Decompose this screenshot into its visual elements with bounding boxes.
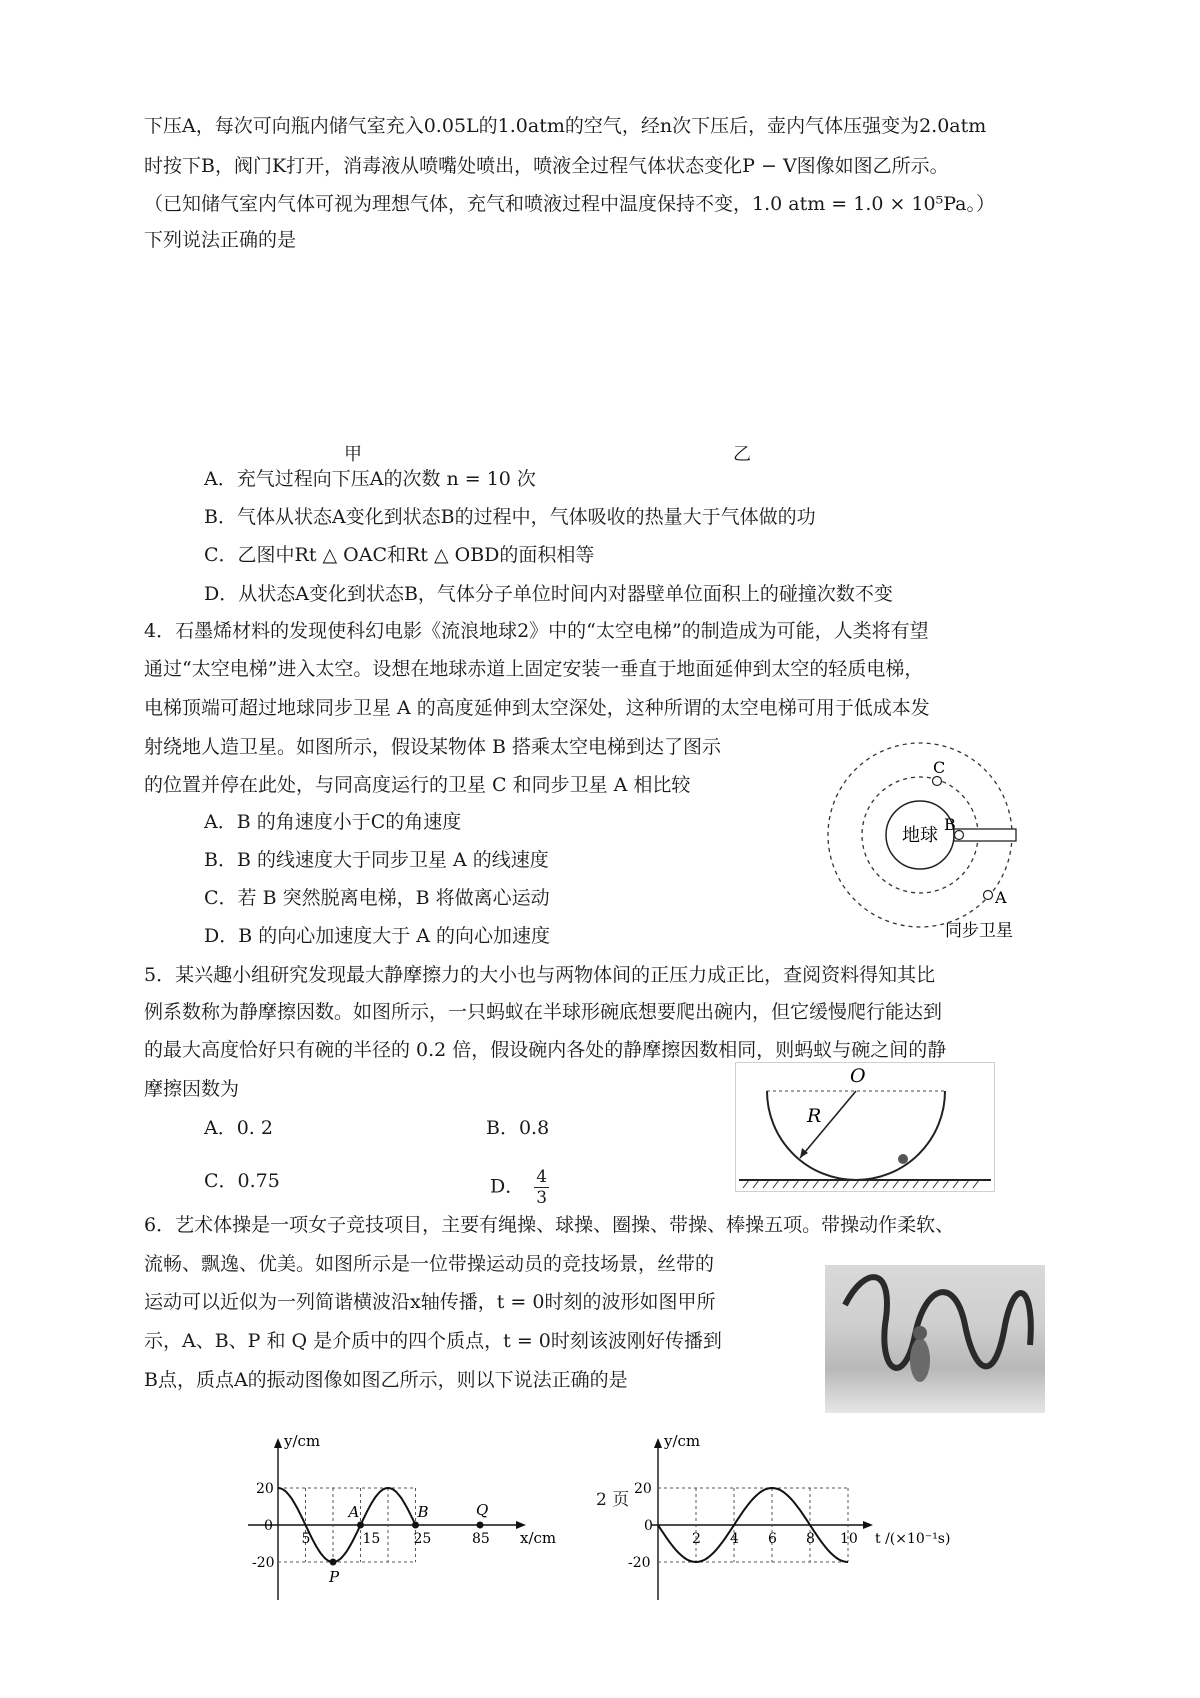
- satellite-a: [984, 891, 993, 900]
- q4-line-3: 电梯顶端可超过地球同步卫星 A 的高度延伸到太空深处，这种所谓的太空电梯可用于低成本发: [144, 697, 930, 719]
- fraction-numerator: 4: [536, 1167, 548, 1187]
- q6-line-3: 运动可以近似为一列简谐横波沿x轴传播，t = 0时刻的波形如图甲所: [144, 1291, 716, 1313]
- q5-option-b: B．0.8: [486, 1117, 550, 1139]
- gymnast-photo: [825, 1265, 1045, 1413]
- y-axis-label: y/cm: [664, 1432, 701, 1450]
- label-r: R: [807, 1105, 822, 1127]
- gymnast-head: [913, 1326, 927, 1340]
- x-tick-label: 6: [768, 1531, 777, 1547]
- point-b: [412, 1522, 419, 1529]
- q6-line-2: 流畅、飘逸、优美。如图所示是一位带操运动员的竞技场景，丝带的: [144, 1253, 715, 1275]
- object-b: [955, 831, 964, 840]
- label-c: C: [933, 758, 946, 777]
- y-axis-arrow: [654, 1438, 662, 1448]
- y-tick-label: -20: [628, 1555, 651, 1571]
- point-label-a: A: [348, 1503, 360, 1521]
- q3-line-3: （已知储气室内气体可视为理想气体，充气和喷液过程中温度保持不变，1.0 atm = 1.0 × 10⁵Pa。）: [144, 193, 996, 215]
- q5-option-d: [490, 1167, 549, 1208]
- q5-line-2: 例系数称为静摩擦因数。如图所示，一只蚂蚁在半球形碗底想要爬出碗内，但它缓慢爬行能达到: [144, 1001, 943, 1023]
- q5-line-3: 的最大高度恰好只有碗的半径的 0.2 倍，假设碗内各处的静摩擦因数相同，则蚂蚁与碗之间的静: [144, 1039, 947, 1061]
- q3-line-1: 下压A，每次可向瓶内储气室充入0.05L的1.0atm的空气，经n次下压后，壶内气体压强变为2.0atm: [144, 115, 987, 137]
- y-tick-label: 20: [634, 1481, 652, 1497]
- ribbon-illustration: [825, 1265, 1045, 1413]
- bowl-arc: [767, 1091, 945, 1180]
- q4-line-2: 通过“太空电梯”进入太空。设想在地球赤道上固定安装一垂直于地面延伸到太空的轻质电梯，: [144, 658, 924, 680]
- point-q: [477, 1522, 484, 1529]
- q3-line-4: 下列说法正确的是: [144, 229, 297, 251]
- y-tick-label: 20: [256, 1481, 274, 1497]
- wave-graph-jia: [248, 1430, 608, 1605]
- y-tick-label: -20: [252, 1555, 275, 1571]
- point-p: [330, 1559, 337, 1566]
- q5-option-d-prefix: D．: [490, 1175, 525, 1198]
- point-a: [357, 1522, 364, 1529]
- q4-option-c: C．若 B 突然脱离电梯，B 将做离心运动: [204, 887, 550, 909]
- sync-satellite-caption: 同步卫星: [945, 921, 1013, 940]
- y-tick-label: 0: [644, 1518, 653, 1534]
- x-axis-arrow: [516, 1521, 526, 1529]
- q4-line-4: 射绕地人造卫星。如图所示，假设某物体 B 搭乘太空电梯到达了图示: [144, 736, 722, 758]
- bowl-figure: [735, 1062, 995, 1192]
- figure-label-jia: 甲: [344, 444, 362, 465]
- q4-line-5: 的位置并停在此处，与同高度运行的卫星 C 和同步卫星 A 相比较: [144, 774, 691, 796]
- earth-label: 地球: [902, 825, 938, 846]
- fraction-denominator: 3: [536, 1188, 548, 1208]
- q4-option-b: B．B 的线速度大于同步卫星 A 的线速度: [204, 849, 549, 871]
- q5-option-c: C．0.75: [204, 1170, 280, 1192]
- x-tick-label: 25: [413, 1531, 432, 1547]
- satellite-c: [933, 777, 942, 786]
- point-label-q: Q: [476, 1501, 489, 1519]
- q5-line-4: 摩擦因数为: [144, 1078, 240, 1100]
- q3-line-2: 时按下B，阀门K打开，消毒液从喷嘴处喷出，喷液全过程气体状态变化P − V图像如图乙所示。: [144, 155, 949, 177]
- q3-option-c: C．乙图中Rt △ OAC和Rt △ OBD的面积相等: [204, 544, 595, 566]
- fraction: [534, 1167, 549, 1208]
- x-tick-label: 85: [472, 1531, 490, 1547]
- q3-option-a: A．充气过程向下压A的次数 n = 10 次: [204, 468, 536, 490]
- x-tick-label: 5: [301, 1531, 311, 1547]
- figure-label-yi: 乙: [733, 444, 751, 465]
- y-axis-label: y/cm: [284, 1432, 321, 1450]
- q4-line-1: 4．石墨烯材料的发现使科幻电影《流浪地球2》中的“太空电梯”的制造成为可能，人类将有望: [144, 620, 929, 642]
- label-b: B: [944, 815, 956, 834]
- q4-option-d: D．B 的向心加速度大于 A 的向心加速度: [204, 925, 551, 947]
- x-tick-label: 4: [730, 1531, 739, 1547]
- q6-line-5: B点，质点A的振动图像如图乙所示，则以下说法正确的是: [144, 1369, 628, 1391]
- gymnast-figure: [910, 1338, 930, 1382]
- q5-line-1: 5．某兴趣小组研究发现最大静摩擦力的大小也与两物体间的正压力成正比，查阅资料得知其比: [144, 964, 936, 986]
- point-label-b: B: [417, 1503, 429, 1521]
- x-tick-label: 15: [362, 1531, 381, 1547]
- vibration-graph-yi: [620, 1430, 980, 1605]
- ribbon-curve: [845, 1277, 1031, 1368]
- y-tick-label: 0: [264, 1518, 273, 1534]
- x-axis-arrow: [863, 1521, 873, 1529]
- x-tick-label: 8: [806, 1531, 815, 1547]
- q3-option-d: D．从状态A变化到状态B，气体分子单位时间内对器壁单位面积上的碰撞次数不变: [204, 583, 893, 605]
- q6-line-1: 6．艺术体操是一项女子竞技项目，主要有绳操、球操、圈操、带操、棒操五项。带操动作柔软、: [144, 1214, 955, 1236]
- label-a: A: [995, 888, 1007, 907]
- page-number: 2 页: [596, 1490, 630, 1510]
- q4-option-a: A．B 的角速度小于C的角速度: [204, 811, 462, 833]
- q3-option-b: B．气体从状态A变化到状态B的过程中，气体吸收的热量大于气体做的功: [204, 506, 816, 528]
- q6-line-4: 示，A、B、P 和 Q 是介质中的四个质点，t = 0时刻该波刚好传播到: [144, 1330, 722, 1352]
- x-axis-label: t /(×10⁻¹s): [875, 1531, 951, 1547]
- x-tick-label: 10: [840, 1531, 858, 1547]
- space-elevator-figure: [820, 740, 1060, 940]
- ant: [898, 1154, 908, 1164]
- point-label-p: P: [329, 1568, 340, 1586]
- y-axis-arrow: [274, 1438, 282, 1448]
- q5-option-a: A．0. 2: [204, 1117, 273, 1139]
- x-tick-label: 2: [692, 1531, 701, 1547]
- ground-hatching: [743, 1180, 979, 1188]
- x-axis-label: x/cm: [520, 1529, 557, 1547]
- label-o: O: [850, 1065, 866, 1087]
